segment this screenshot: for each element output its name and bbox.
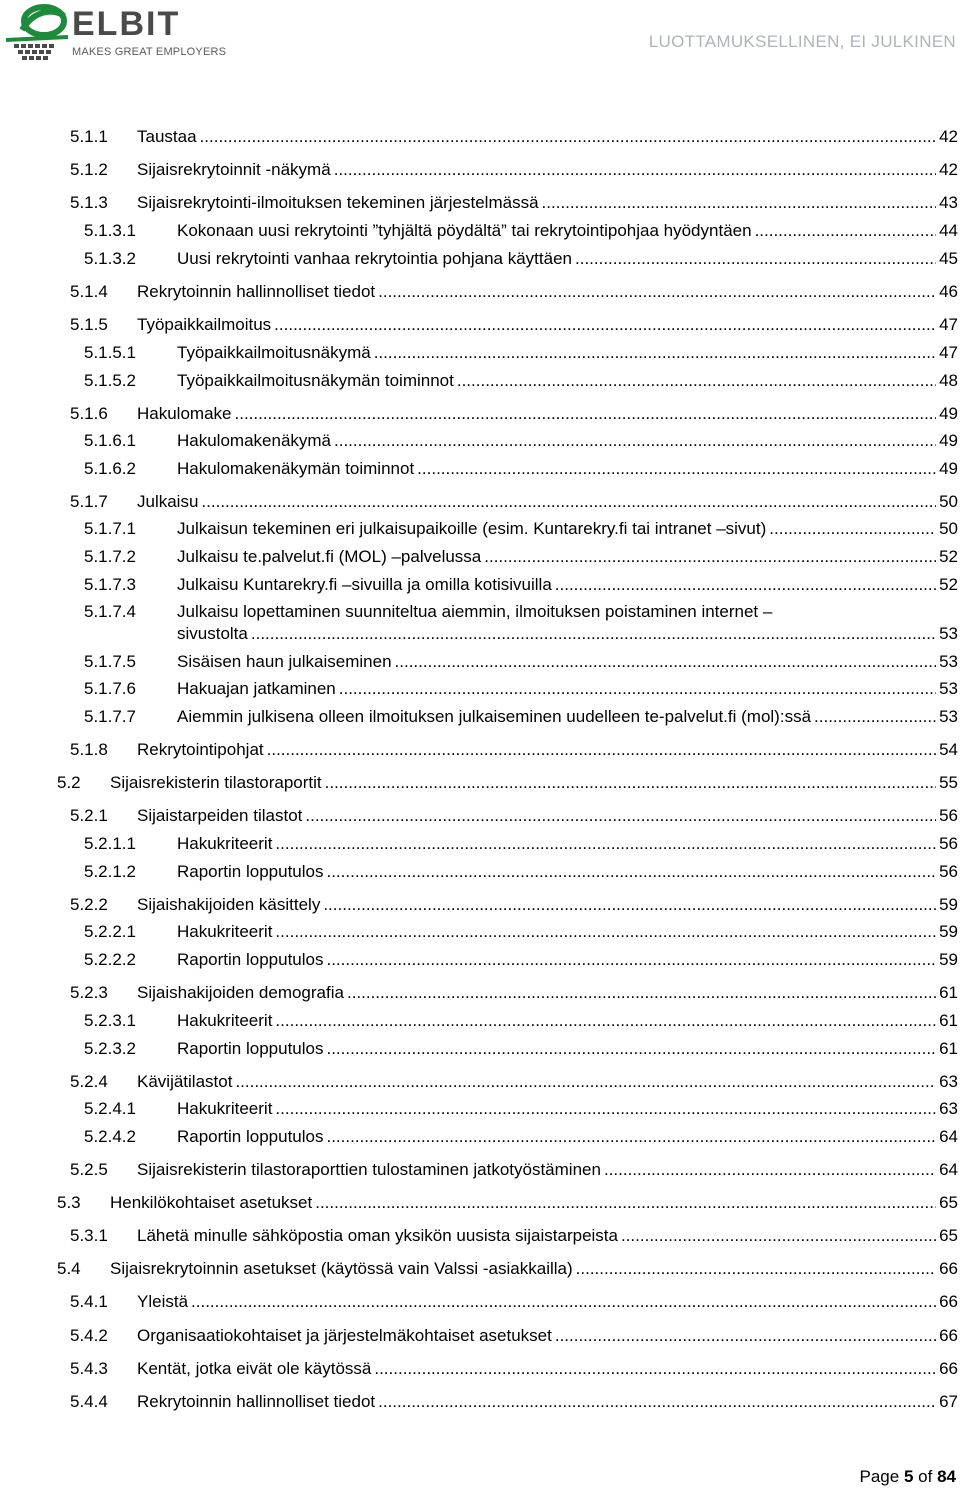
toc-entry-title-text: Taustaa: [137, 127, 197, 146]
toc-entry-title-text: Raportin lopputulos: [177, 1039, 324, 1058]
toc-entry-title-text: Aiemmin julkisena olleen ilmoituksen julkaiseminen uudelleen te-palvelut.fi (mol):ssä: [177, 707, 812, 726]
toc-entry-title-text: Julkaisu Kuntarekry.fi –sivuilla ja omilla kotisivuilla: [177, 575, 552, 594]
toc-entry-title: [177, 833, 938, 855]
toc-entry-title-text: Raportin lopputulos: [177, 950, 324, 969]
toc-entry-number: 5.1.6: [70, 404, 108, 423]
toc-entry-number: 5.1.5.2: [84, 371, 136, 390]
toc-entry-title: [137, 982, 938, 1004]
toc-entry-page: 53: [939, 624, 958, 643]
toc-entry-page: 43: [939, 193, 958, 212]
confidentiality-label: LUOTTAMUKSELLINEN, EI JULKINEN: [648, 32, 956, 51]
toc-entry-page: 52: [939, 575, 958, 594]
toc-entry-title-text: Julkaisu te.palvelut.fi (MOL) –palvelussa: [177, 547, 482, 566]
toc-entry-title-text: Sijaisrekrytoinnit -näkymä: [137, 160, 331, 179]
toc-entry-page: 52: [939, 547, 958, 566]
toc-entry-number: 5.2.4.1: [84, 1099, 136, 1118]
toc-entry-title: [177, 430, 938, 452]
toc-entry-number: 5.2.5: [70, 1160, 108, 1179]
toc-entry-title: [177, 1098, 938, 1120]
toc-entry-page: 64: [939, 1127, 958, 1146]
toc-entry-title-text: Julkaisu: [137, 492, 199, 511]
toc-dot-leader: [334, 159, 936, 181]
page-header: [0, 0, 960, 70]
toc-dot-leader: [374, 1358, 936, 1380]
toc-entry-page: 42: [939, 127, 958, 146]
toc-entry-title: [177, 458, 938, 480]
toc-entry-page: 59: [939, 895, 958, 914]
toc-entry-page: 59: [939, 922, 958, 941]
toc-entry-number: 5.2.2: [70, 895, 108, 914]
toc-dot-leader: [374, 342, 936, 364]
toc-entry-page: 42: [939, 160, 958, 179]
toc-entry-page: 63: [939, 1072, 958, 1091]
toc-entry-number: 5.1.8: [70, 740, 108, 759]
toc-entry-page: 56: [939, 834, 958, 853]
toc-dot-leader: [274, 314, 936, 336]
logo-tagline: MAKES GREAT EMPLOYERS: [72, 46, 227, 58]
toc-dot-leader: [542, 192, 936, 214]
toc-entry-number: 5.3: [57, 1193, 81, 1212]
toc-entry-number: 5.1.6.2: [84, 459, 136, 478]
toc-dot-leader: [235, 403, 937, 425]
elbit-logo-mark-icon: [4, 4, 70, 64]
toc-entry-title: [137, 192, 938, 214]
toc-entry-number: 5.1.5.1: [84, 343, 136, 362]
toc-entry-title: [137, 1071, 938, 1093]
page-total: 84: [937, 1467, 956, 1486]
toc-dot-leader: [326, 949, 936, 971]
toc-entry-title: [177, 651, 938, 673]
toc-entry-title-text: Hakukriteerit: [177, 834, 273, 853]
toc-entry-page: 66: [939, 1326, 958, 1345]
toc-entry-title: [137, 894, 938, 916]
toc-dot-leader: [191, 1291, 936, 1313]
toc-entry-title-text: Sijaisrekrytointi-ilmoituksen tekeminen järjestelmässä: [137, 193, 539, 212]
toc-entry-title: [110, 772, 938, 794]
toc-entry-page: 50: [939, 492, 958, 511]
toc-entry-title-text: Sijaisrekisterin tilastoraportit: [110, 773, 322, 792]
toc-dot-leader: [575, 248, 936, 270]
toc-entry-title: [137, 1391, 938, 1413]
toc-dot-leader: [315, 1192, 936, 1214]
toc-dot-leader: [323, 894, 936, 916]
toc-entry-page: 47: [939, 343, 958, 362]
toc-dot-leader: [484, 546, 936, 568]
toc-entry-page: 45: [939, 249, 958, 268]
toc-entry-number: 5.1.3: [70, 193, 108, 212]
toc-entry-number: 5.2: [57, 773, 81, 792]
toc-entry-number: 5.1.3.2: [84, 249, 136, 268]
toc-entry-number: 5.2.2.1: [84, 922, 136, 941]
toc-dot-leader: [326, 1038, 936, 1060]
toc-dot-leader: [378, 281, 936, 303]
toc-entry-title-text: Sijaishakijoiden demografia: [137, 983, 344, 1002]
page-prefix: Page: [859, 1467, 900, 1486]
toc-entry-number: 5.1.6.1: [84, 431, 136, 450]
toc-entry-title: [137, 403, 938, 425]
toc-entry-title: [177, 861, 938, 883]
toc-entry-number: 5.1.7.7: [84, 707, 136, 726]
elbit-logo: [4, 4, 234, 66]
toc-entry-title-text: Työpaikkailmoitusnäkymä: [177, 343, 371, 362]
toc-entry-title: [177, 1010, 938, 1032]
toc-entry-page: 53: [939, 679, 958, 698]
toc-entry-number: 5.1.7.3: [84, 575, 136, 594]
toc-entry-title-text: Kävijätilastot: [137, 1072, 233, 1091]
toc-dot-leader: [235, 1071, 936, 1093]
toc-entry-number: 5.2.1.1: [84, 834, 136, 853]
page-current: 5: [903, 1467, 914, 1486]
toc-entry-number: 5.1.7.4: [84, 602, 136, 621]
toc-entry-title: [137, 805, 938, 827]
toc-entry-number: 5.4.1: [70, 1292, 108, 1311]
toc-entry-title-text: Hakulomakenäkymän toiminnot: [177, 459, 415, 478]
toc-entry-number: 5.1.7.1: [84, 519, 136, 538]
toc-entry-number: 5.2.4.2: [84, 1127, 136, 1146]
toc-entry-number: 5.4.2: [70, 1326, 108, 1345]
toc-dot-leader: [251, 623, 936, 645]
toc-entry-number: 5.1.1: [70, 127, 108, 146]
toc-entry-title: [177, 921, 938, 943]
toc-entry-number: 5.3.1: [70, 1226, 108, 1245]
toc-entry-title-text: Työpaikkailmoitusnäkymän toiminnot: [177, 371, 454, 390]
toc-dot-leader: [201, 491, 936, 513]
page-of: of: [918, 1467, 933, 1486]
toc-dot-leader: [814, 706, 936, 728]
toc-entry-title-text: Hakuajan jatkaminen: [177, 679, 336, 698]
toc-entry-number: 5.2.1.2: [84, 862, 136, 881]
toc-entry-title: [177, 574, 938, 596]
toc-entry-page: 63: [939, 1099, 958, 1118]
toc-entry-title-text: Kokonaan uusi rekrytointi ”tyhjältä pöydältä” tai rekrytointipohjaa hyödyntäen: [177, 221, 752, 240]
toc-dot-leader: [755, 220, 936, 242]
toc-entry-number: 5.1.4: [70, 282, 108, 301]
toc-entry-page: 50: [939, 519, 958, 538]
toc-entry-title: [137, 491, 938, 513]
toc-entry-page: 64: [939, 1160, 958, 1179]
toc-entry-number: 5.1.2: [70, 160, 108, 179]
toc-entry-title-text: sivustolta: [177, 624, 248, 643]
toc-entry-page: 65: [939, 1193, 958, 1212]
toc-entry-title: [177, 518, 938, 540]
toc-entry-title-text: Yleistä: [137, 1292, 189, 1311]
toc-entry-page: 47: [939, 315, 958, 334]
toc-entry-title: [177, 342, 938, 364]
toc-dot-leader: [275, 1010, 936, 1032]
toc-entry-page: 44: [939, 221, 958, 240]
toc-entry-number: 5.1.7.6: [84, 679, 136, 698]
toc-entry-title: [177, 1038, 938, 1060]
toc-entry-page: 46: [939, 282, 958, 301]
toc-entry-title: [177, 248, 938, 270]
toc-entry-number: 5.4.4: [70, 1392, 108, 1411]
toc-entry-title-line1: Julkaisu lopettaminen suunniteltua aiemmin, ilmoituksen poistaminen internet –: [177, 602, 773, 621]
toc-entry-number: 5.2.3: [70, 983, 108, 1002]
toc-entry-title: [110, 1192, 938, 1214]
toc-entry-title: [110, 1258, 938, 1280]
toc-dot-leader: [347, 982, 936, 1004]
toc-dot-leader: [334, 430, 936, 452]
toc-entry-title: [137, 1325, 938, 1347]
toc-entry-number: 5.2.1: [70, 806, 108, 825]
toc-dot-leader: [275, 833, 936, 855]
toc-entry-page: 55: [939, 773, 958, 792]
toc-entry-title-text: Hakulomake: [137, 404, 232, 423]
toc-entry-page: 53: [939, 652, 958, 671]
toc-entry-title: [177, 623, 938, 645]
toc-dot-leader: [457, 370, 936, 392]
toc-dot-leader: [305, 805, 936, 827]
logo-wordmark: ELBIT: [72, 5, 181, 43]
toc-entry-title-text: Sijaisrekisterin tilastoraporttien tulostaminen jatkotyöstäminen: [137, 1160, 601, 1179]
toc-entry-number: 5.2.4: [70, 1072, 108, 1091]
toc-entry-title: [137, 159, 938, 181]
toc-entry-number: 5.4: [57, 1259, 81, 1278]
toc-entry-title-text: Julkaisun tekeminen eri julkaisupaikoille (esim. Kuntarekry.fi tai intranet –sivut): [177, 519, 767, 538]
toc-entry-number: 5.1.5: [70, 315, 108, 334]
toc-entry-number: 5.1.7.5: [84, 652, 136, 671]
toc-entry-page: 56: [939, 806, 958, 825]
toc-dot-leader: [555, 1325, 936, 1347]
toc-entry-page: 49: [939, 459, 958, 478]
toc-entry-title-text: Hakukriteerit: [177, 1099, 273, 1118]
toc-entry-number: 5.2.2.2: [84, 950, 136, 969]
toc-entry-title: [137, 314, 938, 336]
toc-entry-page: 61: [939, 1011, 958, 1030]
toc-entry-number: 5.2.3.2: [84, 1039, 136, 1058]
toc-entry-title: [137, 1358, 938, 1380]
toc-entry-title-text: Sijaishakijoiden käsittely: [137, 895, 321, 914]
toc-entry-page: 49: [939, 404, 958, 423]
toc-entry-page: 49: [939, 431, 958, 450]
toc-dot-leader: [275, 921, 936, 943]
toc-entry-title: [177, 1126, 938, 1148]
toc-entry-title-text: Rekrytointipohjat: [137, 740, 264, 759]
toc-entry-title: [137, 1291, 938, 1313]
toc-dot-leader: [417, 458, 936, 480]
toc-entry-page: 66: [939, 1292, 958, 1311]
toc-entry-number: 5.1.3.1: [84, 221, 136, 240]
toc-entry-title-text: Hakulomakenäkymä: [177, 431, 332, 450]
toc-dot-leader: [378, 1391, 936, 1413]
toc-entry-title: [137, 1159, 938, 1181]
toc-dot-leader: [395, 651, 936, 673]
toc-dot-leader: [325, 772, 936, 794]
toc-entry-title: [137, 739, 938, 761]
toc-entry-title-text: Sisäisen haun julkaiseminen: [177, 652, 392, 671]
toc-dot-leader: [339, 678, 936, 700]
toc-dot-leader: [326, 861, 936, 883]
toc-entry-title-text: Sijaistarpeiden tilastot: [137, 806, 303, 825]
toc-dot-leader: [555, 574, 936, 596]
toc-entry-number: 5.4.3: [70, 1359, 108, 1378]
toc-entry-title-text: Hakukriteerit: [177, 922, 273, 941]
toc-entry-title-text: Työpaikkailmoitus: [137, 315, 272, 334]
toc-entry-title-text: Hakukriteerit: [177, 1011, 273, 1030]
toc-dot-leader: [200, 126, 936, 148]
toc-entry-title: [177, 949, 938, 971]
toc-entry-title-text: Lähetä minulle sähköpostia oman yksikön uusista sijaistarpeista: [137, 1226, 618, 1245]
toc-entry-title-text: Raportin lopputulos: [177, 1127, 324, 1146]
toc-entry-page: 59: [939, 950, 958, 969]
toc-dot-leader: [576, 1258, 936, 1280]
toc-entry-page: 66: [939, 1259, 958, 1278]
toc-entry-number: 5.1.7: [70, 492, 108, 511]
toc-entry-page: 66: [939, 1359, 958, 1378]
toc-entry-title: [177, 706, 938, 728]
toc-dot-leader: [769, 518, 936, 540]
toc-entry-page: 53: [939, 707, 958, 726]
toc-entry-page: 67: [939, 1392, 958, 1411]
toc-entry-number: 5.2.3.1: [84, 1011, 136, 1030]
toc-entry-title-text: Rekrytoinnin hallinnolliset tiedot: [137, 282, 376, 301]
toc-entry-title: [177, 546, 938, 568]
toc-entry-page: 56: [939, 862, 958, 881]
toc-entry-title-text: Raportin lopputulos: [177, 862, 324, 881]
toc-entry-number: 5.1.7.2: [84, 547, 136, 566]
toc-entry-title: [137, 1225, 938, 1247]
toc-dot-leader: [326, 1126, 936, 1148]
toc-entry-page: 65: [939, 1226, 958, 1245]
toc-entry-page: 61: [939, 983, 958, 1002]
toc-entry-title: [177, 370, 938, 392]
toc-dot-leader: [604, 1159, 936, 1181]
toc-entry-title-text: Rekrytoinnin hallinnolliset tiedot: [137, 1392, 376, 1411]
toc-dot-leader: [267, 739, 936, 761]
toc-dot-leader: [621, 1225, 936, 1247]
toc-entry-title: [137, 126, 938, 148]
toc-dot-leader: [275, 1098, 936, 1120]
toc-entry-page: 54: [939, 740, 958, 759]
toc-entry-title-text: Sijaisrekrytoinnin asetukset (käytössä vain Valssi -asiakkailla): [110, 1259, 573, 1278]
toc-entry-page: 48: [939, 371, 958, 390]
toc-entry-title-text: Kentät, jotka eivät ole käytössä: [137, 1359, 372, 1378]
toc-entry-title-text: Henkilökohtaiset asetukset: [110, 1193, 313, 1212]
toc-entry-title-text: Organisaatiokohtaiset ja järjestelmäkohtaiset asetukset: [137, 1326, 552, 1345]
toc-entry-title: [177, 220, 938, 242]
toc-entry-title-text: Uusi rekrytointi vanhaa rekrytointia pohjana käyttäen: [177, 249, 572, 268]
toc-entry-title: [177, 678, 938, 700]
page-footer: [860, 1466, 956, 1488]
toc-entry-page: 61: [939, 1039, 958, 1058]
toc-entry-title: [137, 281, 938, 303]
